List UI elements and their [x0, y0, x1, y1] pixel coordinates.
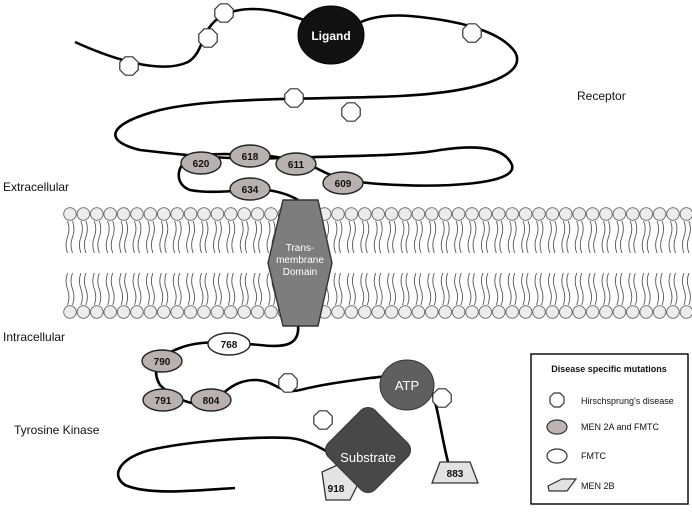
- lipid-head: [345, 208, 358, 221]
- lipid-head: [479, 208, 492, 221]
- lipid-head: [104, 208, 117, 221]
- substrate-label: Substrate: [340, 450, 396, 465]
- lipid-tail: [419, 221, 422, 253]
- hirschsprung-octagon-icon: [342, 103, 360, 121]
- lipid-head: [466, 208, 479, 221]
- lipid-tail: [66, 221, 69, 253]
- hirschsprung-octagon-icon: [120, 57, 138, 75]
- lipid-head: [506, 306, 519, 319]
- lipid-tail: [160, 273, 163, 305]
- lipid-head: [184, 208, 197, 221]
- lipid-tail: [151, 221, 154, 253]
- intracellular-label: Intracellular: [3, 330, 66, 344]
- lipid-tail: [620, 221, 623, 253]
- lipid-head: [131, 208, 144, 221]
- mutation-label-620: 620: [192, 159, 210, 170]
- lipid-head: [680, 208, 692, 221]
- lipid-tail: [366, 273, 369, 305]
- lipid-head: [479, 306, 492, 319]
- lipid-tail: [446, 273, 449, 305]
- lipid-tail: [642, 221, 645, 253]
- lipid-head: [667, 306, 680, 319]
- mutation-label-634: 634: [241, 185, 259, 196]
- lipid-tail: [620, 273, 623, 305]
- lipid-tail: [379, 221, 382, 253]
- lipid-tail: [473, 221, 476, 253]
- lipid-head: [533, 306, 546, 319]
- hirschsprung-octagon-icon: [433, 389, 451, 407]
- lipid-head: [439, 208, 452, 221]
- lipid-tail: [527, 221, 530, 253]
- lipid-tail: [352, 273, 355, 305]
- lipid-tail: [200, 273, 203, 305]
- lipid-tail: [446, 221, 449, 253]
- mutation-label-791: 791: [154, 396, 172, 407]
- lipid-tail: [393, 273, 396, 305]
- lipid-tail: [240, 221, 243, 253]
- lipid-head: [238, 306, 251, 319]
- lipid-head: [211, 306, 224, 319]
- lipid-head: [667, 208, 680, 221]
- lipid-head: [493, 208, 506, 221]
- lipid-tail: [361, 221, 364, 253]
- hirschsprung-octagon-icon: [199, 29, 217, 47]
- lipid-tail: [213, 221, 216, 253]
- lipid-tail: [607, 221, 610, 253]
- lipid-head: [546, 306, 559, 319]
- lipid-tail: [433, 273, 436, 305]
- lipid-tail: [567, 273, 570, 305]
- lipid-tail: [187, 221, 190, 253]
- lipid-tail: [227, 221, 230, 253]
- lipid-tail: [669, 273, 672, 305]
- lipid-tail: [133, 273, 136, 305]
- lipid-tail: [205, 221, 208, 253]
- lipid-head: [372, 306, 385, 319]
- lipid-head: [171, 306, 184, 319]
- lipid-tail: [455, 221, 458, 253]
- lipid-tail: [553, 273, 556, 305]
- lipid-tail: [187, 273, 190, 305]
- lipid-tail: [669, 221, 672, 253]
- lipid-head: [653, 306, 666, 319]
- lipid-tail: [508, 273, 511, 305]
- lipid-tail: [71, 221, 74, 253]
- lipid-tail: [687, 221, 690, 253]
- lipid-tail: [495, 273, 498, 305]
- lipid-tail: [165, 221, 168, 253]
- lipid-tail: [553, 221, 556, 253]
- lipid-tail: [441, 273, 444, 305]
- atp-label: ATP: [394, 378, 420, 393]
- hirschsprung-octagon-icon: [215, 4, 233, 22]
- lipid-tail: [93, 273, 96, 305]
- lipid-head: [211, 208, 224, 221]
- lipid-tail: [406, 273, 409, 305]
- lipid-tail: [615, 221, 618, 253]
- lipid-head: [117, 306, 130, 319]
- lipid-tail: [406, 221, 409, 253]
- lipid-tail: [200, 221, 203, 253]
- mutation-label-804: 804: [202, 396, 220, 407]
- lipid-tail: [540, 273, 543, 305]
- lipid-tail: [500, 273, 503, 305]
- mutation-label-883: 883: [446, 469, 464, 480]
- lipid-head: [560, 306, 573, 319]
- lipid-tail: [347, 273, 350, 305]
- lipid-tail: [481, 273, 484, 305]
- lipid-head: [238, 208, 251, 221]
- lipid-head: [117, 208, 130, 221]
- lipid-head: [600, 306, 613, 319]
- lipid-tail: [218, 273, 221, 305]
- mutation-label-918: 918: [327, 484, 345, 495]
- lipid-tail: [401, 273, 404, 305]
- hirschsprung-octagon-icon: [285, 89, 303, 107]
- lipid-tail: [254, 273, 257, 305]
- lipid-head: [519, 306, 532, 319]
- lipid-head: [385, 208, 398, 221]
- lipid-head: [171, 208, 184, 221]
- lipid-tail: [548, 273, 551, 305]
- lipid-tail: [495, 221, 498, 253]
- mutation-label-611: 611: [287, 160, 305, 171]
- mutation-label-790: 790: [153, 357, 171, 368]
- lipid-tail: [173, 221, 176, 253]
- lipid-tail: [602, 273, 605, 305]
- legend-men2a-icon: [547, 420, 567, 434]
- lipid-head: [198, 208, 211, 221]
- lipid-tail: [441, 221, 444, 253]
- lipid-tail: [513, 273, 516, 305]
- lipid-tail: [522, 273, 525, 305]
- lipid-head: [627, 208, 640, 221]
- hirschsprung-octagon-icon: [279, 374, 297, 392]
- lipid-head: [345, 306, 358, 319]
- lipid-head: [91, 306, 104, 319]
- lipid-head: [613, 306, 626, 319]
- lipid-tail: [79, 273, 82, 305]
- lipid-tail: [656, 221, 659, 253]
- lipid-tail: [428, 273, 431, 305]
- lipid-tail: [93, 221, 96, 253]
- lipid-head: [144, 306, 157, 319]
- lipid-tail: [486, 273, 489, 305]
- lipid-tail: [607, 273, 610, 305]
- lipid-tail: [178, 273, 181, 305]
- legend-label-hirschsprung: Hirschsprung's disease: [581, 396, 674, 406]
- lipid-tail: [165, 273, 168, 305]
- lipid-tail: [682, 221, 685, 253]
- lipid-head: [265, 208, 278, 221]
- lipid-tail: [267, 221, 270, 253]
- lipid-tail: [352, 221, 355, 253]
- lipid-head: [586, 306, 599, 319]
- lipid-tail: [267, 273, 270, 305]
- lipid-head: [533, 208, 546, 221]
- lipid-tail: [245, 273, 248, 305]
- lipid-head: [399, 306, 412, 319]
- lipid-tail: [602, 221, 605, 253]
- lipid-tail: [388, 221, 391, 253]
- lipid-head: [158, 306, 171, 319]
- lipid-tail: [548, 221, 551, 253]
- transmembrane-label-2: membrane: [276, 255, 324, 266]
- lipid-tail: [647, 221, 650, 253]
- lipid-head: [426, 208, 439, 221]
- lipid-head: [506, 208, 519, 221]
- lipid-tail: [84, 273, 87, 305]
- lipid-tail: [508, 221, 511, 253]
- lipid-tail: [138, 221, 141, 253]
- lipid-tail: [460, 273, 463, 305]
- lipid-head: [613, 208, 626, 221]
- lipid-tail: [589, 273, 592, 305]
- lipid-tail: [79, 221, 82, 253]
- lipid-tail: [634, 221, 637, 253]
- lipid-tail: [522, 221, 525, 253]
- lipid-tail: [674, 273, 677, 305]
- lipid-tail: [594, 273, 597, 305]
- lipid-head: [627, 306, 640, 319]
- legend-label-men2a: MEN 2A and FMTC: [581, 422, 660, 432]
- lipid-tail: [178, 221, 181, 253]
- lipid-head: [466, 306, 479, 319]
- lipid-tail: [594, 221, 597, 253]
- lipid-head: [372, 208, 385, 221]
- lipid-tail: [460, 221, 463, 253]
- lipid-head: [452, 208, 465, 221]
- hirschsprung-octagon-icon: [314, 411, 332, 429]
- lipid-head: [359, 208, 372, 221]
- lipid-tail: [634, 273, 637, 305]
- lipid-head: [680, 306, 692, 319]
- lipid-tail: [374, 221, 377, 253]
- lipid-head: [225, 208, 238, 221]
- lipid-tail: [192, 221, 195, 253]
- lipid-tail: [419, 273, 422, 305]
- lipid-head: [158, 208, 171, 221]
- lipid-tail: [428, 221, 431, 253]
- lipid-tail: [339, 221, 342, 253]
- lipid-tail: [629, 221, 632, 253]
- lipid-tail: [259, 221, 262, 253]
- lipid-tail: [84, 221, 87, 253]
- lipid-tail: [388, 273, 391, 305]
- lipid-tail: [401, 221, 404, 253]
- lipid-tail: [232, 273, 235, 305]
- lipid-head: [251, 306, 264, 319]
- lipid-head: [573, 208, 586, 221]
- lipid-head: [104, 306, 117, 319]
- lipid-tail: [160, 221, 163, 253]
- lipid-tail: [687, 273, 690, 305]
- lipid-head: [399, 208, 412, 221]
- lipid-head: [198, 306, 211, 319]
- lipid-tail: [656, 273, 659, 305]
- lipid-tail: [120, 221, 123, 253]
- lipid-tail: [173, 273, 176, 305]
- legend-octagon-icon: [550, 393, 564, 407]
- legend-label-fmtc: FMTC: [581, 451, 606, 461]
- receptor-label: Receptor: [577, 89, 626, 103]
- legend-title: Disease specific mutations: [551, 364, 667, 374]
- lipid-head: [573, 306, 586, 319]
- lipid-tail: [138, 273, 141, 305]
- lipid-tail: [192, 273, 195, 305]
- lipid-tail: [527, 273, 530, 305]
- lipid-tail: [615, 273, 618, 305]
- lipid-tail: [589, 221, 592, 253]
- mutation-label-609: 609: [334, 179, 352, 190]
- lipid-head: [586, 208, 599, 221]
- lipid-tail: [486, 221, 489, 253]
- lipid-tail: [535, 273, 538, 305]
- lipid-tail: [334, 221, 337, 253]
- lipid-tail: [133, 221, 136, 253]
- lipid-tail: [218, 221, 221, 253]
- lipid-head: [452, 306, 465, 319]
- transmembrane-label-1: Trans-: [285, 243, 315, 254]
- lipid-head: [225, 306, 238, 319]
- lipid-head: [493, 306, 506, 319]
- lipid-head: [332, 208, 345, 221]
- lipid-tail: [661, 221, 664, 253]
- lipid-tail: [227, 273, 230, 305]
- lipid-tail: [500, 221, 503, 253]
- mutation-label-768: 768: [220, 340, 238, 351]
- lipid-tail: [366, 221, 369, 253]
- lipid-tail: [146, 273, 149, 305]
- lipid-tail: [98, 273, 101, 305]
- lipid-tail: [642, 273, 645, 305]
- lipid-tail: [361, 273, 364, 305]
- legend: [531, 354, 688, 504]
- lipid-tail: [674, 221, 677, 253]
- transmembrane-label-3: Domain: [282, 267, 318, 278]
- lipid-head: [412, 208, 425, 221]
- lipid-head: [184, 306, 197, 319]
- lipid-tail: [254, 221, 257, 253]
- lipid-tail: [379, 273, 382, 305]
- lipid-tail: [334, 273, 337, 305]
- lipid-tail: [245, 221, 248, 253]
- lipid-tail: [535, 221, 538, 253]
- lipid-tail: [98, 221, 101, 253]
- lipid-head: [439, 306, 452, 319]
- lipid-bilayer: [64, 208, 692, 319]
- lipid-tail: [468, 273, 471, 305]
- lipid-tail: [580, 273, 583, 305]
- lipid-tail: [259, 273, 262, 305]
- lipid-tail: [213, 273, 216, 305]
- lipid-tail: [661, 273, 664, 305]
- lipid-tail: [567, 221, 570, 253]
- mutation-label-618: 618: [241, 152, 259, 163]
- lipid-tail: [151, 273, 154, 305]
- legend-fmtc-icon: [547, 449, 567, 463]
- lipid-tail: [125, 273, 128, 305]
- lipid-head: [265, 306, 278, 319]
- lipid-tail: [347, 221, 350, 253]
- lipid-tail: [562, 221, 565, 253]
- lipid-head: [359, 306, 372, 319]
- lipid-head: [519, 208, 532, 221]
- lipid-tail: [414, 221, 417, 253]
- lipid-head: [77, 306, 90, 319]
- lipid-tail: [240, 273, 243, 305]
- tyrosine-kinase-label: Tyrosine Kinase: [14, 423, 100, 437]
- lipid-tail: [393, 221, 396, 253]
- lipid-tail: [414, 273, 417, 305]
- lipid-tail: [106, 273, 109, 305]
- lipid-head: [600, 208, 613, 221]
- lipid-tail: [71, 273, 74, 305]
- lipid-tail: [66, 273, 69, 305]
- lipid-tail: [106, 221, 109, 253]
- lipid-tail: [473, 273, 476, 305]
- lipid-head: [64, 208, 77, 221]
- lipid-tail: [146, 221, 149, 253]
- lipid-head: [131, 306, 144, 319]
- lipid-tail: [111, 221, 114, 253]
- lipid-head: [640, 306, 653, 319]
- lipid-head: [332, 306, 345, 319]
- lipid-tail: [481, 221, 484, 253]
- lipid-head: [560, 208, 573, 221]
- lipid-tail: [629, 273, 632, 305]
- lipid-tail: [232, 221, 235, 253]
- lipid-tail: [125, 221, 128, 253]
- extracellular-label: Extracellular: [3, 180, 70, 194]
- lipid-head: [144, 208, 157, 221]
- lipid-head: [64, 306, 77, 319]
- lipid-head: [426, 306, 439, 319]
- lipid-head: [546, 208, 559, 221]
- lipid-head: [412, 306, 425, 319]
- lipid-tail: [468, 221, 471, 253]
- lipid-tail: [562, 273, 565, 305]
- lipid-tail: [111, 273, 114, 305]
- lipid-head: [91, 208, 104, 221]
- lipid-tail: [580, 221, 583, 253]
- lipid-head: [385, 306, 398, 319]
- ligand-label: Ligand: [311, 29, 351, 43]
- lipid-head: [653, 208, 666, 221]
- lipid-tail: [647, 273, 650, 305]
- lipid-tail: [513, 221, 516, 253]
- lipid-tail: [339, 273, 342, 305]
- lipid-head: [251, 208, 264, 221]
- lipid-tail: [575, 273, 578, 305]
- lipid-tail: [205, 273, 208, 305]
- hirschsprung-octagon-icon: [463, 24, 481, 42]
- lipid-tail: [455, 273, 458, 305]
- lipid-tail: [433, 221, 436, 253]
- lipid-tail: [374, 273, 377, 305]
- lipid-head: [640, 208, 653, 221]
- legend-label-men2b: MEN 2B: [581, 481, 615, 491]
- lipid-tail: [540, 221, 543, 253]
- lipid-tail: [120, 273, 123, 305]
- lipid-head: [77, 208, 90, 221]
- lipid-tail: [575, 221, 578, 253]
- lipid-tail: [682, 273, 685, 305]
